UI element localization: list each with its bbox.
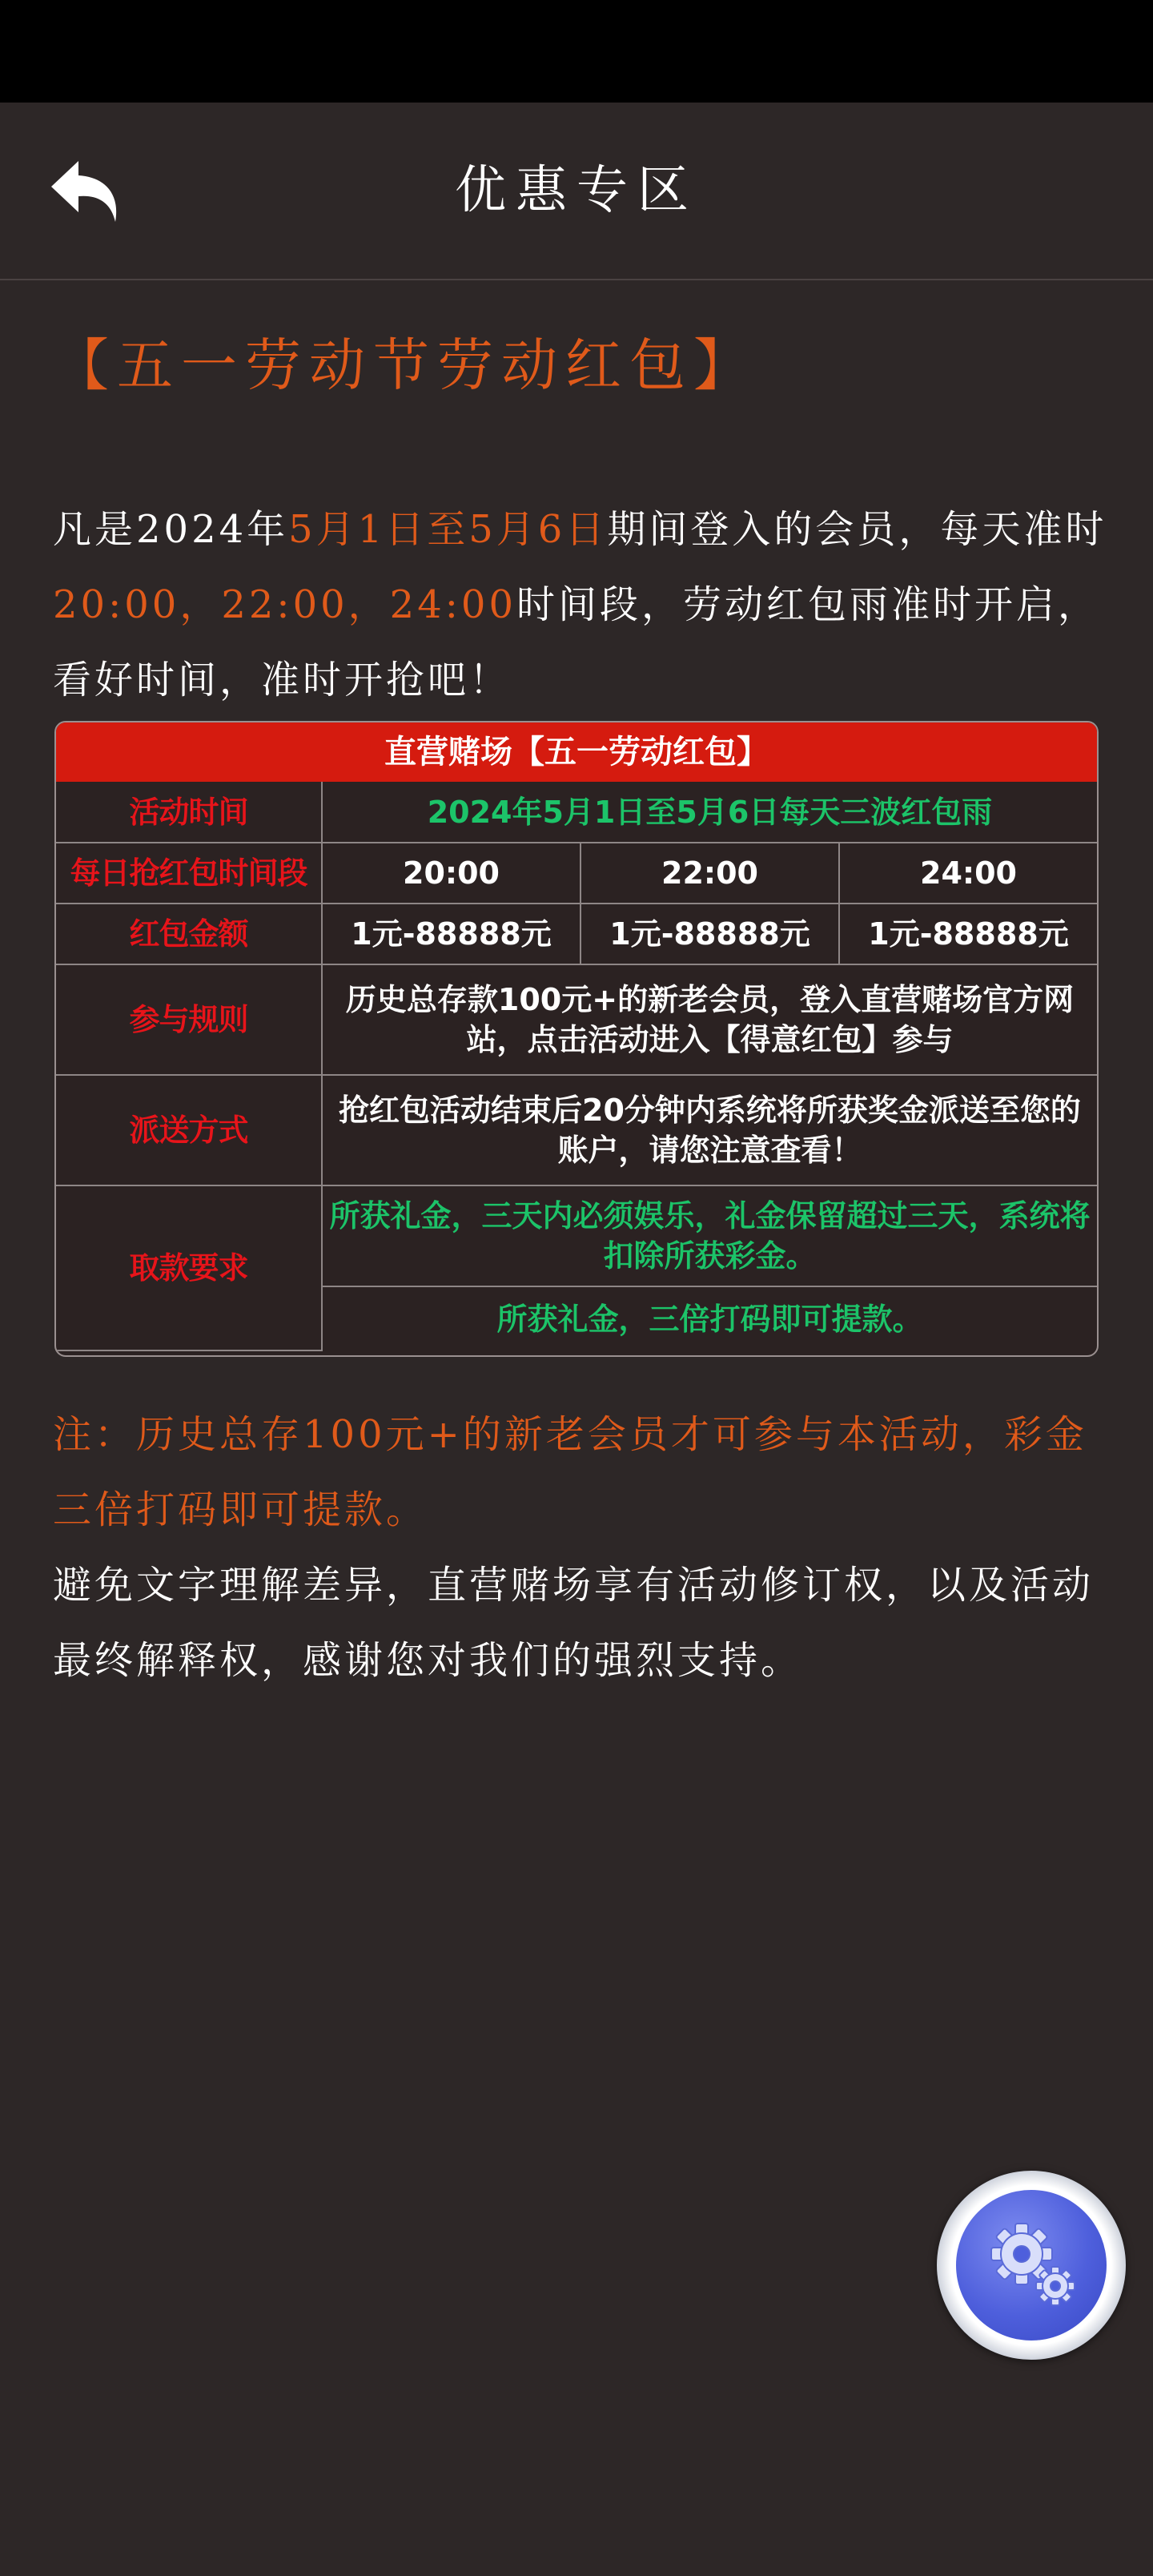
rules-value: 历史总存款100元+的新老会员，登入直营赌场官方网站，点击活动进入【得意红包】参与: [322, 964, 1097, 1075]
table-row: [56, 782, 1097, 843]
promo-details-table: [56, 782, 1097, 1351]
label-rules: 参与规则: [56, 964, 322, 1075]
withdraw-value-1: 所获礼金，三天内必须娱乐，礼金保留超过三天，系统将扣除所获彩金。: [322, 1185, 1097, 1286]
intro-times: 20:00，22:00，24:00: [53, 582, 516, 627]
settings-fab-button[interactable]: [937, 2171, 1126, 2360]
label-activity-time: 活动时间: [56, 782, 322, 843]
activity-time-value: 2024年5月1日至5月6日每天三波红包雨: [322, 782, 1097, 843]
promo-table: [54, 721, 1099, 1357]
page-title: 优惠专区: [455, 161, 698, 220]
promo-title: 【五一劳动节劳动红包】: [53, 332, 757, 398]
amount-value: 1元-88888元: [322, 904, 581, 964]
table-row: [56, 843, 1097, 904]
intro-text-1: 凡是2024年: [53, 507, 289, 552]
gear-icon: [975, 2209, 1087, 2321]
slot-time: 20:00: [322, 843, 581, 904]
label-daily-slots: 每日抢红包时间段: [56, 843, 322, 904]
back-arrow-icon: [46, 156, 127, 228]
label-withdraw: 取款要求: [56, 1185, 322, 1350]
status-bar: [0, 0, 1153, 103]
table-row: [56, 1075, 1097, 1185]
promo-intro: [53, 492, 1110, 718]
intro-text-2: 期间登入的会员，每天准时: [607, 507, 1107, 552]
table-row: [56, 964, 1097, 1075]
label-delivery: 派送方式: [56, 1075, 322, 1185]
intro-text-3: 时间段，劳动红包雨准时开启，看好时间，准时开抢吧！: [53, 582, 1100, 702]
delivery-value: 抢红包活动结束后20分钟内系统将所获奖金派送至您的账户，请您注意查看！: [322, 1075, 1097, 1185]
promo-notes: [53, 1397, 1110, 1698]
slot-time: 24:00: [839, 843, 1097, 904]
intro-date-range: 5月1日至5月6日: [288, 507, 608, 552]
fab-inner: [956, 2190, 1107, 2341]
amount-value: 1元-88888元: [581, 904, 839, 964]
label-amount: 红包金额: [56, 904, 322, 964]
table-row: [56, 904, 1097, 964]
header: [0, 103, 1153, 280]
amount-value: 1元-88888元: [839, 904, 1097, 964]
table-row: [56, 1185, 1097, 1286]
slot-time: 22:00: [581, 843, 839, 904]
back-button[interactable]: [38, 144, 135, 240]
withdraw-value-2: 所获礼金，三倍打码即可提款。: [322, 1286, 1097, 1350]
table-banner: 直营赌场【五一劳动红包】: [56, 722, 1097, 782]
disclaimer-text: 避免文字理解差异，直营赌场享有活动修订权，以及活动最终解释权，感谢您对我们的强烈支持。: [53, 1563, 1095, 1683]
note-text: 注：历史总存100元+的新老会员才可参与本活动，彩金三倍打码即可提款。: [53, 1412, 1087, 1532]
